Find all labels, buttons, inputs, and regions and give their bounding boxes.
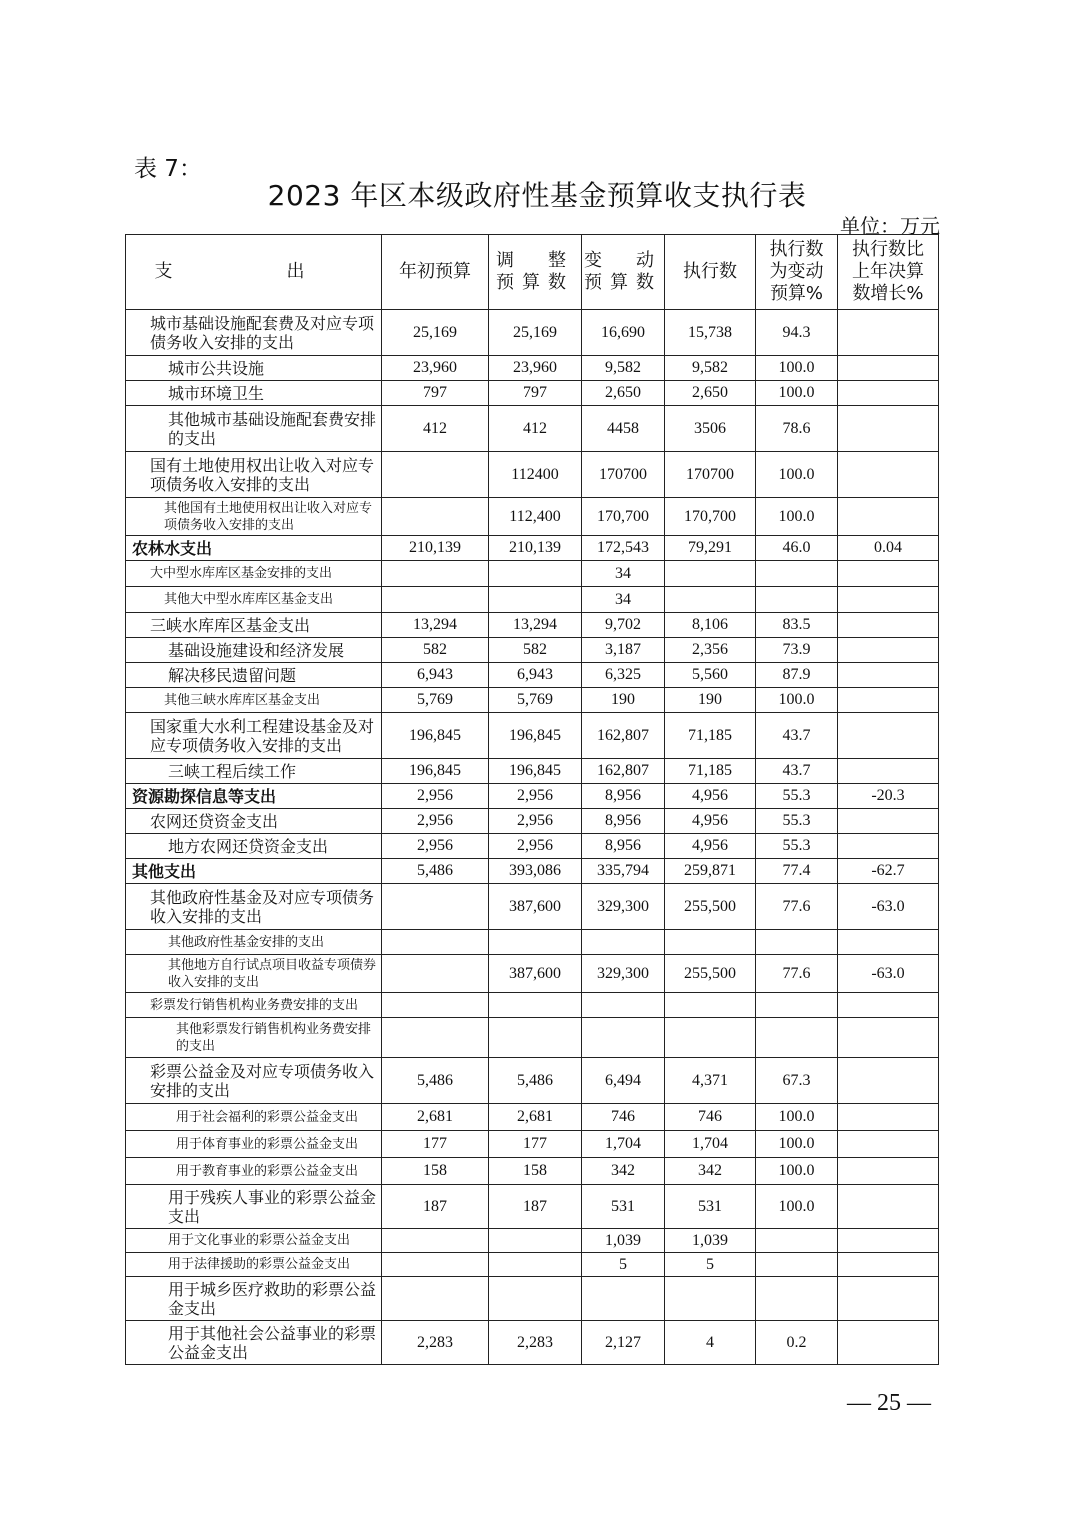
row-value: 23,960: [382, 356, 489, 381]
row-value: 255,500: [665, 955, 756, 993]
row-value: 746: [582, 1104, 665, 1131]
row-value: 162,807: [582, 713, 665, 759]
table-row: [126, 310, 939, 356]
row-value: [838, 834, 939, 859]
row-value: [489, 993, 582, 1018]
row-value: 387,600: [489, 955, 582, 993]
row-value: 34: [582, 561, 665, 587]
row-value: [838, 1277, 939, 1321]
row-label: 用于城乡医疗救助的彩票公益金支出: [126, 1277, 382, 1321]
row-value: 5: [582, 1253, 665, 1277]
row-label: 用于文化事业的彩票公益金支出: [126, 1229, 382, 1253]
row-value: 6,943: [489, 663, 582, 688]
row-value: [838, 993, 939, 1018]
row-value: 43.7: [756, 713, 838, 759]
row-value: 100.0: [756, 1104, 838, 1131]
table-row: [126, 784, 939, 809]
row-value: 187: [489, 1185, 582, 1229]
row-value: [665, 561, 756, 587]
row-value: 1,039: [665, 1229, 756, 1253]
row-value: [665, 930, 756, 955]
row-value: [756, 561, 838, 587]
row-value: 100.0: [756, 498, 838, 536]
row-label: 其他城市基础设施配套费安排的支出: [126, 406, 382, 452]
row-value: [756, 1018, 838, 1058]
row-value: [382, 1277, 489, 1321]
table-row: [126, 713, 939, 759]
row-value: 2,681: [489, 1104, 582, 1131]
row-value: [838, 587, 939, 613]
table-row: [126, 1058, 939, 1104]
row-value: 1,704: [582, 1131, 665, 1158]
row-value: 335,794: [582, 859, 665, 884]
row-value: 255,500: [665, 884, 756, 930]
row-value: [582, 1277, 665, 1321]
row-label: 三峡工程后续工作: [126, 759, 382, 784]
table-row: [126, 688, 939, 713]
row-value: [582, 993, 665, 1018]
row-value: 2,650: [665, 381, 756, 406]
row-value: 170,700: [582, 498, 665, 536]
row-value: 329,300: [582, 955, 665, 993]
row-value: 187: [382, 1185, 489, 1229]
row-value: 73.9: [756, 638, 838, 663]
row-value: [838, 930, 939, 955]
row-label: 用于法律援助的彩票公益金支出: [126, 1253, 382, 1277]
row-value: [838, 561, 939, 587]
row-value: [838, 1253, 939, 1277]
row-value: 5: [665, 1253, 756, 1277]
table-row: [126, 356, 939, 381]
row-label: 农网还贷资金支出: [126, 809, 382, 834]
row-value: [382, 930, 489, 955]
row-value: [838, 809, 939, 834]
row-value: 342: [582, 1158, 665, 1185]
row-label: 其他政府性基金安排的支出: [126, 930, 382, 955]
header-adjusted-budget: 调 整 预算数: [489, 235, 582, 310]
row-value: 2,650: [582, 381, 665, 406]
row-value: [756, 930, 838, 955]
header-exec-ratio: 执行数 为变动 预算%: [756, 235, 838, 310]
row-value: [382, 1253, 489, 1277]
table-row: [126, 1253, 939, 1277]
row-value: 87.9: [756, 663, 838, 688]
row-value: 100.0: [756, 688, 838, 713]
row-value: [382, 452, 489, 498]
row-value: [838, 1104, 939, 1131]
row-value: [838, 1018, 939, 1058]
row-value: 4,956: [665, 809, 756, 834]
document-title: 2023 年区本级政府性基金预算收支执行表: [267, 179, 807, 212]
row-value: 9,582: [582, 356, 665, 381]
row-value: 100.0: [756, 1131, 838, 1158]
row-value: 5,486: [489, 1058, 582, 1104]
table-row: [126, 993, 939, 1018]
row-value: [665, 993, 756, 1018]
table-row: [126, 1229, 939, 1253]
row-value: [838, 1158, 939, 1185]
row-value: 412: [489, 406, 582, 452]
row-value: 177: [382, 1131, 489, 1158]
row-value: -20.3: [838, 784, 939, 809]
page-number: — 25 —: [847, 1390, 931, 1416]
row-label: 城市环境卫生: [126, 381, 382, 406]
row-value: 196,845: [489, 713, 582, 759]
row-value: [838, 310, 939, 356]
table-row: [126, 859, 939, 884]
row-value: 78.6: [756, 406, 838, 452]
row-value: 100.0: [756, 1158, 838, 1185]
row-value: 329,300: [582, 884, 665, 930]
row-value: 158: [382, 1158, 489, 1185]
row-label: 彩票发行销售机构业务费安排的支出: [126, 993, 382, 1018]
row-value: [838, 498, 939, 536]
table-row: [126, 561, 939, 587]
row-value: [382, 884, 489, 930]
row-value: [838, 1058, 939, 1104]
row-value: 5,560: [665, 663, 756, 688]
row-value: [838, 381, 939, 406]
row-value: 3,187: [582, 638, 665, 663]
row-label: 地方农网还贷资金支出: [126, 834, 382, 859]
header-yoy-growth: 执行数比 上年决算 数增长%: [838, 235, 939, 310]
row-value: 177: [489, 1131, 582, 1158]
row-value: [838, 1321, 939, 1365]
row-label: 其他支出: [126, 859, 382, 884]
row-value: 387,600: [489, 884, 582, 930]
row-value: 2,283: [382, 1321, 489, 1365]
row-value: [756, 1253, 838, 1277]
row-label: 其他彩票发行销售机构业务费安排的支出: [126, 1018, 382, 1058]
row-value: [838, 1185, 939, 1229]
row-value: 2,127: [582, 1321, 665, 1365]
row-value: 25,169: [382, 310, 489, 356]
table-row: [126, 536, 939, 561]
table-row: [126, 1131, 939, 1158]
row-value: [838, 688, 939, 713]
table-row: [126, 498, 939, 536]
row-value: [756, 993, 838, 1018]
row-value: 196,845: [382, 759, 489, 784]
row-value: [382, 955, 489, 993]
row-value: 190: [665, 688, 756, 713]
row-value: 100.0: [756, 452, 838, 498]
row-value: [382, 993, 489, 1018]
row-label: 其他国有土地使用权出让收入对应专项债务收入安排的支出: [126, 498, 382, 536]
row-value: 6,494: [582, 1058, 665, 1104]
row-label: 其他地方自行试点项目收益专项债券收入安排的支出: [126, 955, 382, 993]
row-value: 746: [665, 1104, 756, 1131]
table-number: 表 7：: [134, 156, 202, 182]
table-row: [126, 1104, 939, 1131]
row-value: 112400: [489, 452, 582, 498]
row-value: [756, 1277, 838, 1321]
row-label: 农林水支出: [126, 536, 382, 561]
row-value: 2,956: [489, 784, 582, 809]
row-value: 8,956: [582, 809, 665, 834]
row-value: [756, 587, 838, 613]
row-label: 三峡水库库区基金支出: [126, 613, 382, 638]
row-value: 2,681: [382, 1104, 489, 1131]
row-value: 5,486: [382, 859, 489, 884]
row-value: 6,325: [582, 663, 665, 688]
table-body: [126, 310, 939, 1365]
row-value: 5,769: [489, 688, 582, 713]
row-value: [838, 356, 939, 381]
table-row: [126, 759, 939, 784]
row-label: 用于体育事业的彩票公益金支出: [126, 1131, 382, 1158]
row-value: 77.4: [756, 859, 838, 884]
row-value: 55.3: [756, 834, 838, 859]
row-value: 34: [582, 587, 665, 613]
row-value: 8,956: [582, 784, 665, 809]
table-row: [126, 663, 939, 688]
row-value: [489, 561, 582, 587]
budget-table: [125, 234, 939, 1365]
row-label: 解决移民遗留问题: [126, 663, 382, 688]
row-value: 6,943: [382, 663, 489, 688]
row-value: [838, 613, 939, 638]
table-row: [126, 955, 939, 993]
row-value: [665, 587, 756, 613]
row-value: [382, 498, 489, 536]
row-value: [489, 1018, 582, 1058]
row-value: [838, 759, 939, 784]
row-value: 531: [582, 1185, 665, 1229]
row-value: 531: [665, 1185, 756, 1229]
row-value: 23,960: [489, 356, 582, 381]
table-row: [126, 884, 939, 930]
row-value: 1,039: [582, 1229, 665, 1253]
row-label: 大中型水库库区基金安排的支出: [126, 561, 382, 587]
table-row: [126, 452, 939, 498]
row-value: 170700: [665, 452, 756, 498]
table-row: [126, 406, 939, 452]
row-value: 13,294: [489, 613, 582, 638]
row-value: 3506: [665, 406, 756, 452]
row-value: 4,371: [665, 1058, 756, 1104]
row-value: 25,169: [489, 310, 582, 356]
row-value: [489, 930, 582, 955]
row-value: 0.04: [838, 536, 939, 561]
row-value: 8,956: [582, 834, 665, 859]
row-value: [838, 663, 939, 688]
row-value: 4,956: [665, 834, 756, 859]
row-value: 100.0: [756, 1185, 838, 1229]
row-value: 170700: [582, 452, 665, 498]
row-label: 国家重大水利工程建设基金及对应专项债务收入安排的支出: [126, 713, 382, 759]
row-value: 2,283: [489, 1321, 582, 1365]
row-value: [382, 587, 489, 613]
row-value: [489, 1253, 582, 1277]
table-row: [126, 1277, 939, 1321]
row-value: 172,543: [582, 536, 665, 561]
row-value: [489, 1229, 582, 1253]
table-row: [126, 638, 939, 663]
row-value: 43.7: [756, 759, 838, 784]
row-value: -63.0: [838, 955, 939, 993]
table-row: [126, 1018, 939, 1058]
row-value: [838, 452, 939, 498]
table-row: [126, 587, 939, 613]
row-value: 100.0: [756, 356, 838, 381]
row-value: 100.0: [756, 381, 838, 406]
row-value: 210,139: [489, 536, 582, 561]
row-value: [838, 713, 939, 759]
row-value: 2,956: [489, 834, 582, 859]
row-value: [489, 1277, 582, 1321]
row-value: [382, 1018, 489, 1058]
header-changed-budget: 变 动 预算数: [582, 235, 665, 310]
row-value: -63.0: [838, 884, 939, 930]
header-row: [126, 235, 939, 310]
row-value: [489, 587, 582, 613]
row-value: 67.3: [756, 1058, 838, 1104]
row-value: 77.6: [756, 955, 838, 993]
row-label: 资源勘探信息等支出: [126, 784, 382, 809]
row-value: 2,956: [382, 809, 489, 834]
header-initial-budget: 年初预算: [382, 235, 489, 310]
row-value: 170,700: [665, 498, 756, 536]
row-value: 4: [665, 1321, 756, 1365]
row-value: [838, 1229, 939, 1253]
table-row: [126, 613, 939, 638]
row-value: 15,738: [665, 310, 756, 356]
row-value: [756, 1229, 838, 1253]
row-label: 国有土地使用权出让收入对应专项债务收入安排的支出: [126, 452, 382, 498]
row-value: [665, 1018, 756, 1058]
row-value: 1,704: [665, 1131, 756, 1158]
row-value: 71,185: [665, 759, 756, 784]
row-value: 412: [382, 406, 489, 452]
row-value: 8,106: [665, 613, 756, 638]
row-value: -62.7: [838, 859, 939, 884]
row-label: 用于其他社会公益事业的彩票公益金支出: [126, 1321, 382, 1365]
row-value: 259,871: [665, 859, 756, 884]
row-value: 71,185: [665, 713, 756, 759]
row-value: 210,139: [382, 536, 489, 561]
row-value: 94.3: [756, 310, 838, 356]
row-label: 城市基础设施配套费及对应专项债务收入安排的支出: [126, 310, 382, 356]
header-expenditure: 支 出: [126, 235, 382, 310]
row-value: 16,690: [582, 310, 665, 356]
row-value: 342: [665, 1158, 756, 1185]
row-value: 2,356: [665, 638, 756, 663]
row-value: 162,807: [582, 759, 665, 784]
row-label: 其他政府性基金及对应专项债务收入安排的支出: [126, 884, 382, 930]
row-value: 46.0: [756, 536, 838, 561]
row-value: 2,956: [382, 834, 489, 859]
row-value: 582: [489, 638, 582, 663]
unit-label: 单位：万元: [840, 214, 940, 238]
row-value: 158: [489, 1158, 582, 1185]
row-value: 190: [582, 688, 665, 713]
table-row: [126, 1185, 939, 1229]
row-value: 9,582: [665, 356, 756, 381]
row-value: 4,956: [665, 784, 756, 809]
table-row: [126, 1321, 939, 1365]
row-value: 4458: [582, 406, 665, 452]
row-label: 基础设施建设和经济发展: [126, 638, 382, 663]
table-row: [126, 1158, 939, 1185]
row-value: [838, 406, 939, 452]
row-value: 55.3: [756, 784, 838, 809]
row-value: 79,291: [665, 536, 756, 561]
row-value: 77.6: [756, 884, 838, 930]
row-value: [582, 930, 665, 955]
row-value: 2,956: [489, 809, 582, 834]
table-row: [126, 381, 939, 406]
table-row: [126, 809, 939, 834]
row-label: 城市公共设施: [126, 356, 382, 381]
row-value: 55.3: [756, 809, 838, 834]
row-label: 其他三峡水库库区基金支出: [126, 688, 382, 713]
row-value: [582, 1018, 665, 1058]
row-value: 797: [489, 381, 582, 406]
row-value: 196,845: [382, 713, 489, 759]
row-value: [382, 561, 489, 587]
row-value: [838, 638, 939, 663]
table-row: [126, 930, 939, 955]
row-value: 9,702: [582, 613, 665, 638]
row-value: 196,845: [489, 759, 582, 784]
row-value: 582: [382, 638, 489, 663]
row-label: 其他大中型水库库区基金支出: [126, 587, 382, 613]
row-label: 彩票公益金及对应专项债务收入安排的支出: [126, 1058, 382, 1104]
row-value: 5,486: [382, 1058, 489, 1104]
row-value: 83.5: [756, 613, 838, 638]
table-row: [126, 834, 939, 859]
row-value: [382, 1229, 489, 1253]
header-executed: 执行数: [665, 235, 756, 310]
row-value: 797: [382, 381, 489, 406]
row-value: 393,086: [489, 859, 582, 884]
row-value: 0.2: [756, 1321, 838, 1365]
row-label: 用于残疾人事业的彩票公益金支出: [126, 1185, 382, 1229]
row-value: 13,294: [382, 613, 489, 638]
row-value: 112,400: [489, 498, 582, 536]
row-label: 用于教育事业的彩票公益金支出: [126, 1158, 382, 1185]
row-value: [838, 1131, 939, 1158]
row-value: 5,769: [382, 688, 489, 713]
row-value: [665, 1277, 756, 1321]
row-value: 2,956: [382, 784, 489, 809]
row-label: 用于社会福利的彩票公益金支出: [126, 1104, 382, 1131]
